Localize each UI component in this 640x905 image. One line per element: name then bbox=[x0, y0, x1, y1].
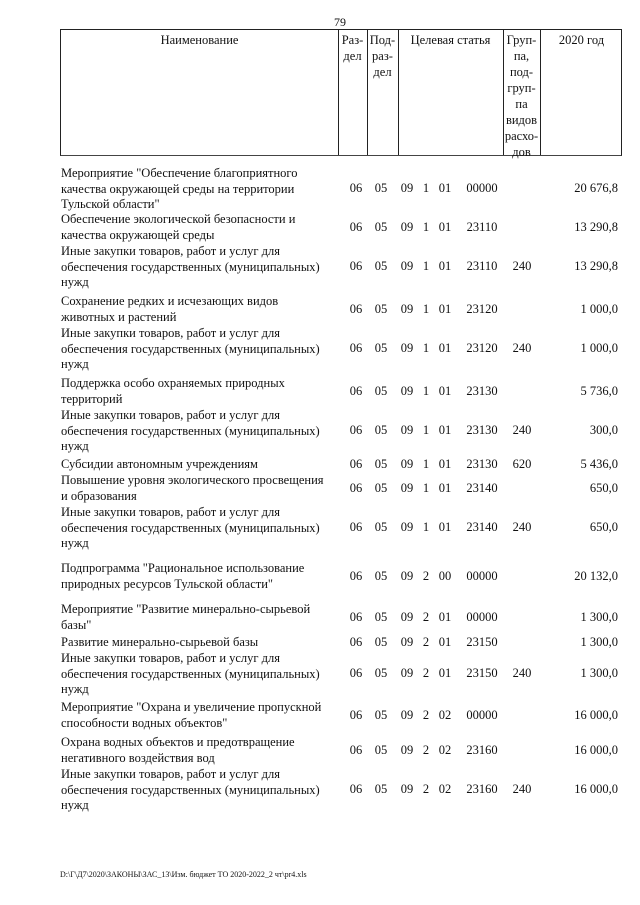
cell-subprogram: 2 bbox=[422, 742, 430, 757]
cell-event: 02 bbox=[438, 707, 452, 722]
cell-subprogram: 1 bbox=[422, 301, 430, 316]
cell-razdel: 06 bbox=[349, 609, 363, 624]
header-razdel: Раз- дел bbox=[341, 33, 364, 63]
table-row bbox=[0, 635, 640, 651]
cell-amount: 650,0 bbox=[589, 520, 618, 535]
cell-subprogram: 2 bbox=[422, 782, 430, 797]
row-name: Иные закупки товаров, работ и услуг для обеспечения государственных (муниципальных) нужд bbox=[61, 505, 320, 550]
cell-group: 240 bbox=[512, 666, 532, 681]
cell-podrazdel: 05 bbox=[374, 634, 388, 649]
table-row bbox=[0, 408, 640, 455]
cell-event: 01 bbox=[438, 341, 452, 356]
cell-subprogram: 1 bbox=[422, 259, 430, 274]
cell-direction: 23150 bbox=[466, 634, 498, 649]
cell-event: 00 bbox=[438, 568, 452, 583]
cell-direction: 23150 bbox=[466, 666, 498, 681]
table-row bbox=[0, 294, 640, 325]
cell-razdel: 06 bbox=[349, 707, 363, 722]
cell-event: 01 bbox=[438, 609, 452, 624]
footer-file-path: D:\Г\Д7\2020\ЗАКОНЫ\ЗАС_13\Изм. бюджет ТО 2020-2022_2 чт\pr4.xls bbox=[60, 870, 307, 879]
cell-razdel: 06 bbox=[349, 301, 363, 316]
cell-subprogram: 2 bbox=[422, 568, 430, 583]
cell-event: 01 bbox=[438, 480, 452, 495]
row-name: Поддержка особо охраняемых природных территорий bbox=[61, 376, 285, 406]
table-row bbox=[0, 735, 640, 766]
row-name: Мероприятие "Развитие минерально-сырьевой базы" bbox=[61, 602, 311, 632]
cell-podrazdel: 05 bbox=[374, 480, 388, 495]
cell-direction: 23130 bbox=[466, 383, 498, 398]
cell-amount: 20 676,8 bbox=[574, 181, 618, 196]
header-name: Наименование bbox=[160, 33, 239, 47]
cell-razdel: 06 bbox=[349, 219, 363, 234]
cell-subprogram: 2 bbox=[422, 609, 430, 624]
cell-event: 02 bbox=[438, 782, 452, 797]
cell-amount: 1 300,0 bbox=[580, 634, 618, 649]
cell-direction: 23110 bbox=[466, 259, 498, 274]
table-row bbox=[0, 166, 640, 213]
cell-amount: 1 300,0 bbox=[580, 666, 618, 681]
table-row bbox=[0, 457, 640, 473]
cell-group: 240 bbox=[512, 259, 532, 274]
cell-program: 09 bbox=[400, 423, 414, 438]
cell-podrazdel: 05 bbox=[374, 301, 388, 316]
table-row bbox=[0, 212, 640, 243]
cell-event: 01 bbox=[438, 520, 452, 535]
cell-event: 02 bbox=[438, 742, 452, 757]
cell-razdel: 06 bbox=[349, 259, 363, 274]
cell-subprogram: 1 bbox=[422, 456, 430, 471]
row-name: Иные закупки товаров, работ и услуг для обеспечения государственных (муниципальных) нужд bbox=[61, 244, 320, 289]
cell-amount: 1 300,0 bbox=[580, 609, 618, 624]
cell-razdel: 06 bbox=[349, 782, 363, 797]
cell-podrazdel: 05 bbox=[374, 520, 388, 535]
header-year: 2020 год bbox=[558, 33, 605, 47]
cell-event: 01 bbox=[438, 666, 452, 681]
cell-amount: 16 000,0 bbox=[574, 742, 618, 757]
cell-amount: 5 736,0 bbox=[580, 383, 618, 398]
row-name: Иные закупки товаров, работ и услуг для обеспечения государственных (муниципальных) нужд bbox=[61, 408, 320, 453]
cell-podrazdel: 05 bbox=[374, 259, 388, 274]
table-row bbox=[0, 700, 640, 731]
cell-subprogram: 1 bbox=[422, 383, 430, 398]
cell-event: 01 bbox=[438, 383, 452, 398]
row-name: Субсидии автономным учреждениям bbox=[61, 457, 258, 471]
cell-event: 01 bbox=[438, 423, 452, 438]
cell-podrazdel: 05 bbox=[374, 742, 388, 757]
cell-subprogram: 1 bbox=[422, 520, 430, 535]
cell-program: 09 bbox=[400, 609, 414, 624]
cell-subprogram: 1 bbox=[422, 423, 430, 438]
table-row bbox=[0, 376, 640, 407]
cell-razdel: 06 bbox=[349, 520, 363, 535]
table-row bbox=[0, 473, 640, 504]
cell-subprogram: 1 bbox=[422, 181, 430, 196]
cell-subprogram: 2 bbox=[422, 707, 430, 722]
row-name: Повышение уровня экологического просвещения и образования bbox=[61, 473, 324, 503]
table-row bbox=[0, 505, 640, 552]
cell-program: 09 bbox=[400, 666, 414, 681]
cell-group: 240 bbox=[512, 782, 532, 797]
cell-program: 09 bbox=[400, 259, 414, 274]
table-row bbox=[0, 602, 640, 633]
cell-subprogram: 2 bbox=[422, 666, 430, 681]
cell-program: 09 bbox=[400, 742, 414, 757]
cell-program: 09 bbox=[400, 383, 414, 398]
table-row bbox=[0, 767, 640, 814]
cell-direction: 23110 bbox=[466, 219, 498, 234]
row-name: Обеспечение экологической безопасности и качества окружающей среды bbox=[61, 212, 296, 242]
cell-razdel: 06 bbox=[349, 341, 363, 356]
cell-amount: 16 000,0 bbox=[574, 782, 618, 797]
cell-group: 240 bbox=[512, 423, 532, 438]
cell-direction: 23120 bbox=[466, 341, 498, 356]
row-name: Иные закупки товаров, работ и услуг для обеспечения государственных (муниципальных) нужд bbox=[61, 651, 320, 696]
cell-direction: 00000 bbox=[466, 181, 498, 196]
cell-razdel: 06 bbox=[349, 634, 363, 649]
cell-subprogram: 2 bbox=[422, 634, 430, 649]
cell-podrazdel: 05 bbox=[374, 782, 388, 797]
cell-direction: 00000 bbox=[466, 707, 498, 722]
cell-subprogram: 1 bbox=[422, 341, 430, 356]
cell-podrazdel: 05 bbox=[374, 181, 388, 196]
cell-direction: 23160 bbox=[466, 782, 498, 797]
cell-podrazdel: 05 bbox=[374, 341, 388, 356]
row-name: Мероприятие "Обеспечение благоприятного качества окружающей среды на территории Тульской области" bbox=[61, 166, 298, 211]
row-name: Подпрограмма "Рациональное использование природных ресурсов Тульской области" bbox=[61, 561, 305, 591]
cell-amount: 13 290,8 bbox=[574, 219, 618, 234]
cell-event: 01 bbox=[438, 634, 452, 649]
cell-program: 09 bbox=[400, 707, 414, 722]
cell-amount: 5 436,0 bbox=[580, 456, 618, 471]
row-name: Сохранение редких и исчезающих видов животных и растений bbox=[61, 294, 279, 324]
cell-amount: 1 000,0 bbox=[580, 301, 618, 316]
cell-direction: 23160 bbox=[466, 742, 498, 757]
cell-program: 09 bbox=[400, 634, 414, 649]
cell-event: 01 bbox=[438, 301, 452, 316]
cell-direction: 23130 bbox=[466, 456, 498, 471]
row-name: Иные закупки товаров, работ и услуг для обеспечения государственных (муниципальных) нужд bbox=[61, 326, 320, 371]
cell-program: 09 bbox=[400, 520, 414, 535]
row-name: Охрана водных объектов и предотвращение негативного воздействия вод bbox=[61, 735, 295, 765]
table-row bbox=[0, 244, 640, 291]
cell-group: 240 bbox=[512, 341, 532, 356]
cell-razdel: 06 bbox=[349, 480, 363, 495]
row-name: Мероприятие "Охрана и увеличение пропускной способности водных объектов" bbox=[61, 700, 322, 730]
cell-amount: 16 000,0 bbox=[574, 707, 618, 722]
cell-subprogram: 1 bbox=[422, 480, 430, 495]
cell-event: 01 bbox=[438, 456, 452, 471]
cell-event: 01 bbox=[438, 259, 452, 274]
cell-razdel: 06 bbox=[349, 456, 363, 471]
cell-podrazdel: 05 bbox=[374, 707, 388, 722]
cell-amount: 300,0 bbox=[589, 423, 618, 438]
cell-direction: 23130 bbox=[466, 423, 498, 438]
cell-amount: 650,0 bbox=[589, 480, 618, 495]
cell-event: 01 bbox=[438, 219, 452, 234]
cell-group: 240 bbox=[512, 520, 532, 535]
cell-direction: 00000 bbox=[466, 609, 498, 624]
cell-podrazdel: 05 bbox=[374, 666, 388, 681]
cell-subprogram: 1 bbox=[422, 219, 430, 234]
cell-razdel: 06 bbox=[349, 383, 363, 398]
page-number: 79 bbox=[334, 15, 346, 29]
cell-program: 09 bbox=[400, 301, 414, 316]
cell-razdel: 06 bbox=[349, 742, 363, 757]
header-group: Груп- па, под- груп- па видов расхо- дов bbox=[504, 33, 539, 159]
cell-group: 620 bbox=[512, 456, 532, 471]
cell-razdel: 06 bbox=[349, 181, 363, 196]
cell-podrazdel: 05 bbox=[374, 423, 388, 438]
header-target: Целевая статья bbox=[410, 33, 491, 47]
cell-direction: 23120 bbox=[466, 301, 498, 316]
table-row bbox=[0, 561, 640, 592]
cell-amount: 20 132,0 bbox=[574, 568, 618, 583]
cell-podrazdel: 05 bbox=[374, 609, 388, 624]
table-row bbox=[0, 326, 640, 373]
cell-program: 09 bbox=[400, 480, 414, 495]
cell-podrazdel: 05 bbox=[374, 568, 388, 583]
row-name: Иные закупки товаров, работ и услуг для обеспечения государственных (муниципальных) нужд bbox=[61, 767, 320, 812]
cell-podrazdel: 05 bbox=[374, 383, 388, 398]
cell-program: 09 bbox=[400, 568, 414, 583]
row-name: Развитие минерально-сырьевой базы bbox=[61, 635, 259, 649]
cell-amount: 1 000,0 bbox=[580, 341, 618, 356]
cell-program: 09 bbox=[400, 782, 414, 797]
cell-razdel: 06 bbox=[349, 666, 363, 681]
cell-amount: 13 290,8 bbox=[574, 259, 618, 274]
header-podrazdel: Под- раз- дел bbox=[369, 33, 396, 79]
cell-razdel: 06 bbox=[349, 568, 363, 583]
cell-podrazdel: 05 bbox=[374, 219, 388, 234]
table-header bbox=[60, 29, 622, 159]
cell-direction: 23140 bbox=[466, 480, 498, 495]
table-row bbox=[0, 651, 640, 698]
cell-program: 09 bbox=[400, 341, 414, 356]
cell-direction: 23140 bbox=[466, 520, 498, 535]
cell-razdel: 06 bbox=[349, 423, 363, 438]
cell-program: 09 bbox=[400, 456, 414, 471]
cell-event: 01 bbox=[438, 181, 452, 196]
cell-podrazdel: 05 bbox=[374, 456, 388, 471]
cell-direction: 00000 bbox=[466, 568, 498, 583]
cell-program: 09 bbox=[400, 219, 414, 234]
cell-program: 09 bbox=[400, 181, 414, 196]
